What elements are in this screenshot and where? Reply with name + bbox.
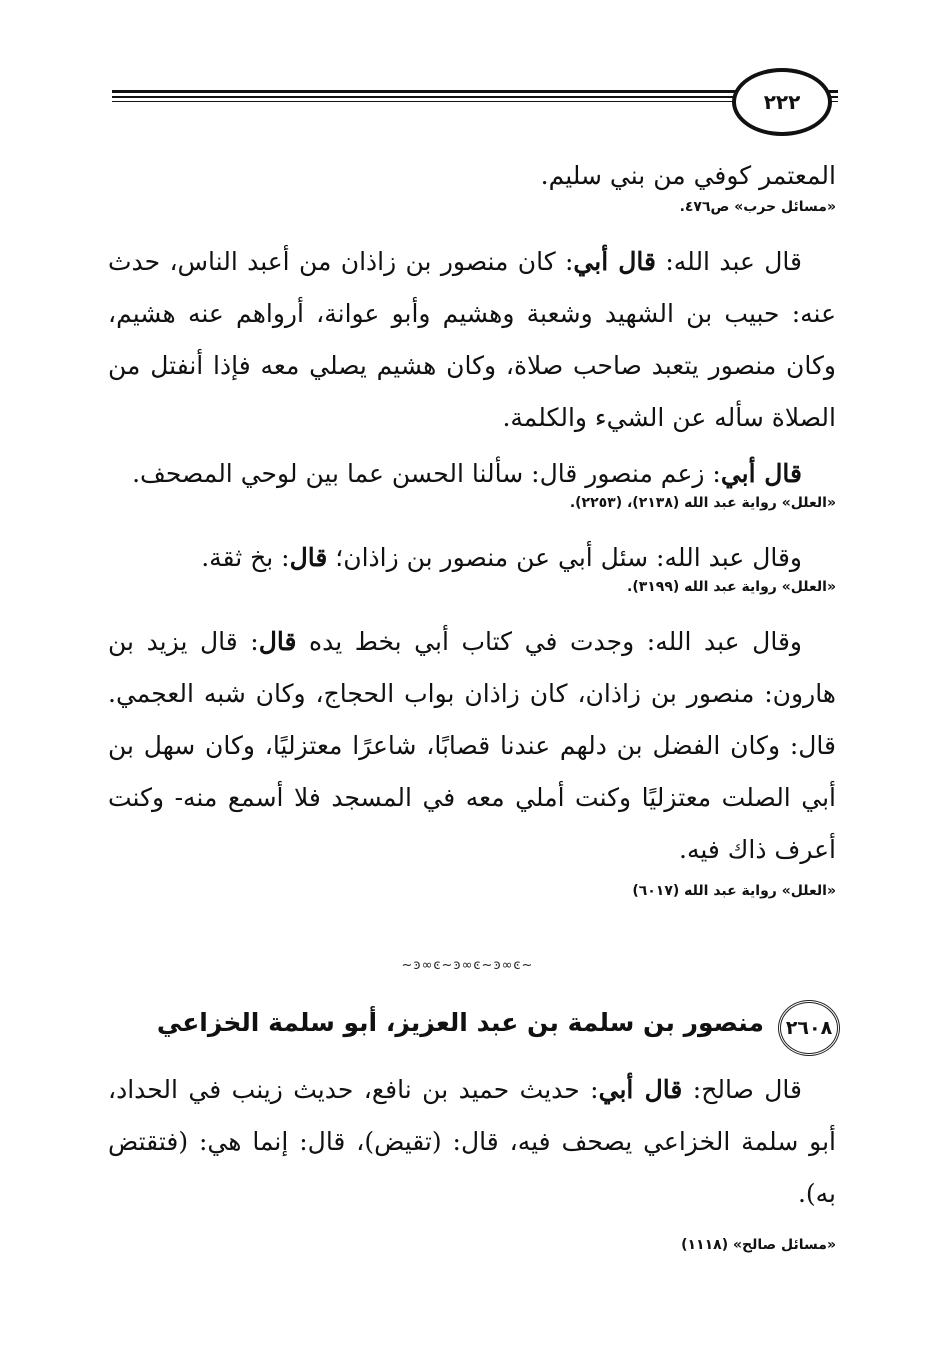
entry-title: منصور بن سلمة بن عبد العزيز، أبو سلمة الخزاعي: [156, 1008, 764, 1037]
paragraph-salih: قال صالح: قال أبي: حديث حميد بن نافع، حديث زينب في الحداد، أبو سلمة الخزاعي يصحف فيه، قال: (تقيض)، قال: إنما هي: (فتقتض به).: [108, 1075, 836, 1208]
paragraph-thiqa: وقال عبد الله: سئل أبي عن منصور بن زاذان؛ قال: بخ ثقة.: [201, 543, 802, 572]
paragraph-intro: المعتمر كوفي من بني سليم.: [540, 161, 836, 190]
divider-ornament: ~ͽ∞ͼ~ͽ∞ͼ~ͽ∞ͼ~: [401, 958, 534, 973]
source-citation: «العلل» رواية عبد الله (٦٠١٧): [632, 883, 836, 899]
header-rule: [112, 86, 838, 108]
paragraph-yazid: وقال عبد الله: وجدت في كتاب أبي بخط يده قال: قال يزيد بن هارون: منصور بن زاذان، كان زاذان بواب الحجاج، وكان شبه العجمي. قال: وكان الفضل بن دلهم عندنا قصابًا، شاعرًا معتزليًا، وكان سهل بن أبي الصلت معتزليًا وكنت أملي معه في المسجد فلا أسمع منه- وكنت أعرف ذاك فيه.: [108, 627, 836, 864]
paragraph-mansur: قال عبد الله: قال أبي: كان منصور بن زاذان من أعبد الناس، حدث عنه: حبيب بن الشهيد وشعبة وهشيم وأبو عوانة، أرواهم عنه هشيم، وكان منصور يتعبد صاحب صلاة، وكان هشيم يصلي معه فإذا أنفتل من الصلاة سأله عن الشيء والكلمة.: [108, 247, 836, 432]
paragraph-mushaf: قال أبي: زعم منصور قال: سألنا الحسن عما بين لوحي المصحف.: [132, 459, 802, 488]
source-citation: «مسائل حرب» ص٤٧٦.: [679, 199, 836, 215]
entry-heading: [156, 1000, 840, 1056]
text-column-upper: [108, 150, 836, 902]
page-number-badge: ٢٢٢: [732, 68, 832, 136]
source-citation: «العلل» رواية عبد الله (٢١٣٨)، (٢٢٥٣).: [569, 495, 836, 511]
source-citation: «العلل» رواية عبد الله (٣١٩٩).: [627, 579, 836, 595]
entry-number-badge: ٢٦٠٨: [778, 1000, 840, 1056]
source-citation: «مسائل صالح» (١١١٨): [681, 1237, 836, 1253]
text-column-lower: [108, 1064, 836, 1256]
